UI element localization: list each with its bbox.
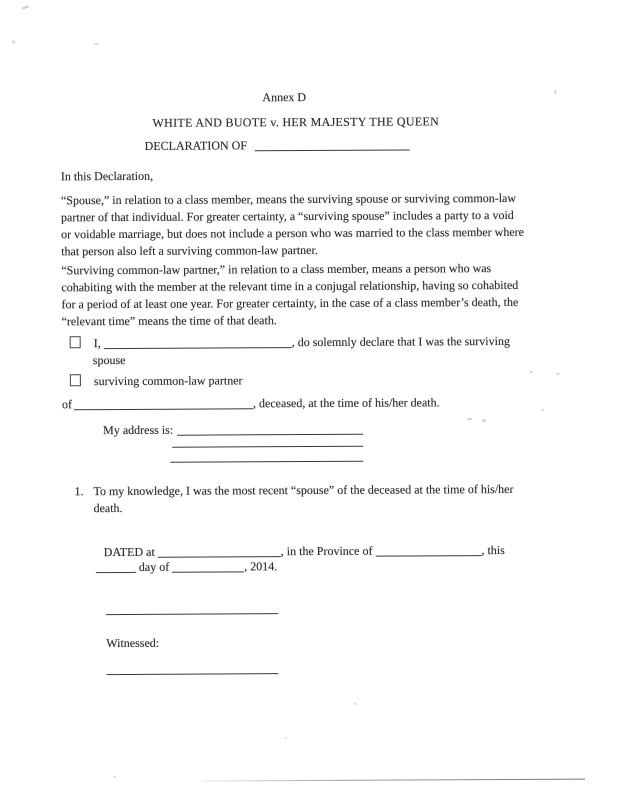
common-law-option-label: surviving common-law partner [93, 373, 243, 389]
item-1-line: To my knowledge, I was the most recent “spouse” of the deceased at the time of his/her [93, 481, 514, 499]
scan-speck [482, 419, 486, 422]
spouse-option-second-line: spouse [92, 352, 126, 368]
common-law-option-row [70, 373, 243, 389]
scan-speck [94, 43, 99, 45]
province-blank[interactable] [375, 544, 481, 557]
paragraph-line: “relevant time” means the time of that death. [61, 313, 277, 329]
address-line-1-blank[interactable] [177, 423, 363, 436]
declaration-of-line [145, 137, 410, 153]
address-row [103, 422, 363, 438]
item-1 [74, 481, 513, 517]
scan-speck [530, 371, 533, 373]
scan-speck [354, 703, 357, 705]
annex-label: Annex D [262, 90, 307, 105]
paragraph-line: “Spouse,” in relation to a class member, means the surviving spouse or surviving common-law [60, 190, 517, 208]
paragraph-line: partner of that individual. For greater certainty, a “surviving spouse” includes a party to a void [60, 207, 514, 225]
deceased-line-suffix: , deceased, at the time of his/her death. [252, 395, 440, 411]
declarant-name-blank[interactable] [104, 336, 292, 349]
declaration-of-label: DECLARATION OF [144, 138, 248, 153]
scan-speck [554, 90, 556, 95]
scan-speck [541, 409, 544, 411]
scan-speck [368, 218, 371, 220]
spouse-option-prefix: I, [93, 336, 101, 351]
declarant-signature-line[interactable] [106, 613, 278, 615]
declaration-name-blank[interactable] [255, 138, 410, 151]
dated-place-blank[interactable] [158, 545, 281, 558]
scan-artifact-line [202, 779, 585, 782]
address-line-3-blank[interactable] [170, 461, 363, 463]
this-label: , this [481, 542, 505, 558]
surviving-spouse-checkbox[interactable] [70, 336, 81, 348]
scan-speck [12, 41, 15, 44]
case-title: WHITE AND BUOTE v. HER MAJESTY THE QUEEN [152, 114, 440, 130]
of-label: of [61, 397, 73, 412]
province-label: , in the Province of [280, 543, 373, 559]
item-1-line: death. [93, 500, 123, 516]
deceased-name-blank[interactable] [74, 397, 253, 410]
scan-speck [113, 776, 116, 778]
day-of-label: day of [138, 559, 170, 574]
witness-signature-line[interactable] [106, 673, 278, 675]
dated-block [104, 543, 505, 575]
scan-speck [556, 373, 560, 375]
month-blank[interactable] [172, 560, 244, 572]
scan-speck [22, 5, 29, 9]
witnessed-label: Witnessed: [106, 635, 160, 651]
paragraph-line: cohabiting with the member at the relevant time in a conjugal relationship, having so cohabited [61, 277, 519, 295]
address-line-2-blank[interactable] [172, 446, 363, 448]
spouse-definition-paragraph [61, 190, 524, 260]
spouse-option-row [70, 333, 510, 369]
spouse-option-suffix: , do solemnly declare that I was the surviving [291, 333, 510, 350]
common-law-checkbox[interactable] [70, 374, 81, 386]
scan-speck [285, 737, 287, 739]
address-label: My address is: [103, 422, 174, 438]
year-label: , 2014. [244, 559, 278, 574]
paragraph-line: or voidable marriage, but does not include a person who was married to the class member where [61, 224, 525, 242]
day-blank[interactable] [96, 561, 136, 573]
intro-text: In this Declaration, [60, 168, 154, 184]
paragraph-line: for a period of at least one year. For greater certainty, in the case of a class member’s death, the [61, 294, 519, 312]
paragraph-line: “Surviving common-law partner,” in relation to a class member, means a person who was [61, 261, 492, 278]
dated-at-label: DATED at [103, 544, 155, 560]
item-1-number: 1. [74, 484, 84, 499]
common-law-definition-paragraph [61, 260, 518, 330]
paragraph-line: that person also left a surviving common-law partner. [61, 242, 318, 259]
scan-speck [467, 418, 472, 420]
deceased-line [62, 395, 440, 412]
